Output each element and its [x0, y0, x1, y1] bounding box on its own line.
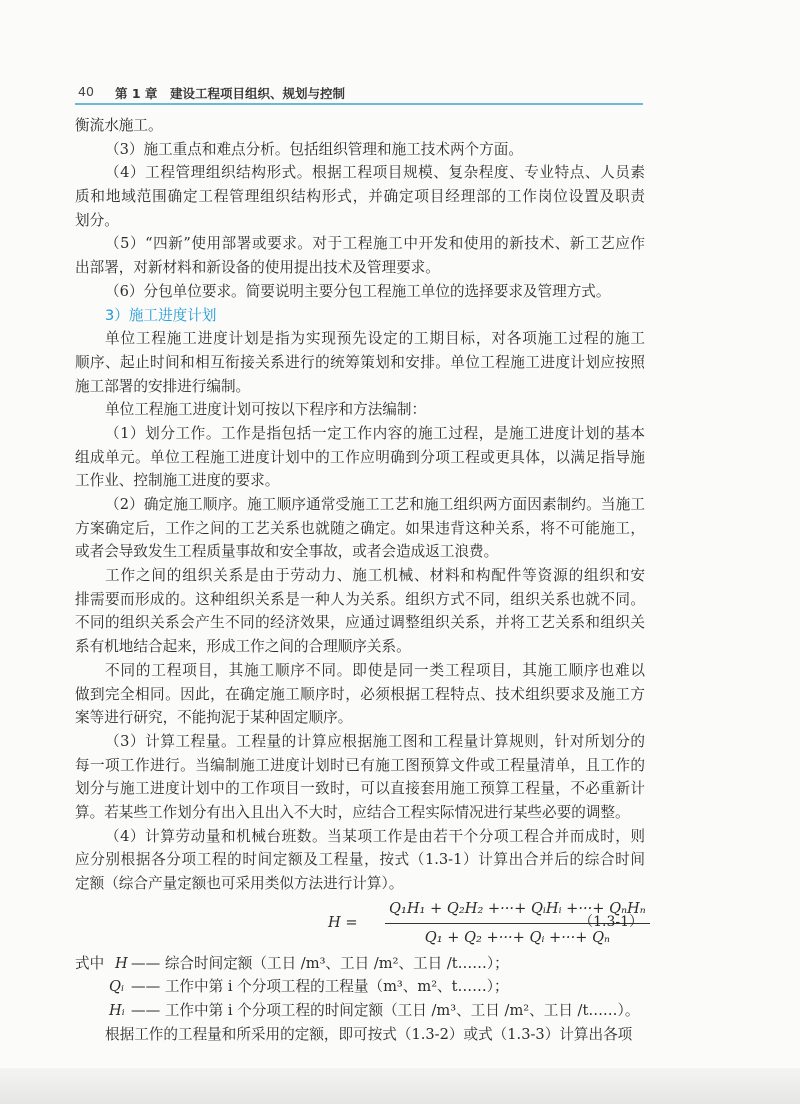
text-line: （2）确定施工顺序。施工顺序通常受施工工艺和施工组织两方面因素制约。当施工 — [105, 496, 645, 513]
text-line: 施工部署的安排进行编制。 — [75, 377, 251, 395]
text-line: 系有机地结合起来，形成工作之间的合理顺序关系。 — [75, 638, 411, 656]
paragraph — [75, 564, 645, 659]
text-line: 工作之间的组织关系是由于劳动力、施工机械、材料和构配件等资源的组织和安 — [105, 567, 645, 585]
text-line: 质和地域范围确定工程管理组织结构形式，并确定项目经理部的工作岗位设置及职责 — [75, 188, 645, 206]
text-line: 排需要而形成的。这种组织关系是一种人为关系。组织方式不同，组织关系也就不同。 — [75, 590, 645, 608]
text-line: 案等进行研究，不能拘泥于某种固定顺序。 — [75, 709, 353, 727]
formula-number: （1.3-1） — [579, 913, 643, 930]
body-text-top — [75, 114, 645, 896]
where-symbol: Hᵢ — [109, 1002, 125, 1020]
where-description: —— 工作中第 i 个分项工程的时间定额（工日 /m³、工日 /m²、工日 /t……）。 — [131, 1002, 640, 1020]
text-line: 方案确定后，工作之间的工艺关系也就随之确定。如果违背这种关系，将不可能施工， — [75, 519, 645, 537]
text-line: 划分。 — [75, 211, 119, 229]
paragraph — [75, 422, 645, 493]
where-item — [75, 975, 645, 999]
text-line: 应分别根据各分项工程的时间定额及工程量，按式（1.3-1）计算出合并后的综合时间 — [75, 851, 645, 869]
chapter-title: 建设工程项目组织、规划与控制 — [170, 86, 346, 101]
text-line: 根据工作的工程量和所采用的定额，即可按式（1.3-2）或式（1.3-3）计算出各项 — [105, 1025, 633, 1043]
where-label: 式中 — [75, 954, 105, 972]
where-item — [75, 999, 645, 1023]
paragraph — [75, 730, 645, 825]
paragraph — [75, 659, 645, 730]
where-symbol: Qᵢ — [109, 978, 124, 996]
header-divider — [75, 103, 643, 105]
chapter-label: 第 1 章 — [115, 86, 158, 101]
paragraph — [75, 114, 645, 138]
formula-1-3-1 — [75, 896, 645, 952]
formula-lhs: H = — [328, 913, 358, 931]
where-description: —— 工作中第 i 个分项工程的工程量（m³、m²、t……）； — [131, 978, 509, 996]
paragraph — [75, 493, 645, 564]
formula-denominator: Q₁ + Q₂ +···+ Qᵢ +···+ Qₙ — [424, 928, 610, 946]
paragraph — [75, 825, 645, 896]
where-description: —— 综合时间定额（工日 /m³、工日 /m²、工日 /t……）； — [131, 954, 509, 972]
text-line: 或者会导致发生工程质量事故和安全事故，或者会造成返工浪费。 — [75, 543, 499, 561]
formula-numerator: Q₁H₁ + Q₂H₂ +···+ QᵢHᵢ +···+ QₙHₙ — [385, 898, 650, 924]
paragraph — [75, 232, 645, 279]
scan-shadow — [0, 1068, 800, 1104]
text-line: （5）“四新”使用部署或要求。对于工程施工中开发和使用的新技术、新工艺应作 — [105, 235, 645, 253]
text-line: 定额（综合产量定额也可采用类似方法进行计算）。 — [75, 875, 404, 892]
where-symbol: H — [115, 954, 128, 972]
paragraph — [75, 161, 645, 232]
text-line: （1）划分工作。工作是指包括一定工作内容的施工过程，是施工进度计划的基本 — [105, 424, 645, 442]
text-line: 不同的工程项目，其施工顺序不同。即使是同一类工程项目，其施工顺序也难以 — [105, 661, 645, 679]
paragraph — [75, 398, 645, 422]
text-line: 划分与施工进度计划中的工作项目一致时，可以直接套用施工预算工程量，不必重新计 — [75, 780, 645, 798]
text-line: （3）计算工程量。工程量的计算应根据施工图和工程量计算规则，针对所划分的 — [105, 732, 645, 750]
body-text-bottom — [75, 1023, 645, 1047]
text-line: 算。若某些工作划分有出入且出入不大时，应结合工程实际情况进行某些必要的调整。 — [75, 803, 630, 821]
text-line: 组成单元。单位工程施工进度计划中的工作应明确到分项工程或更具体，以满足指导施 — [75, 448, 645, 466]
text-line: （3）施工重点和难点分析。包括组织管理和施工技术两个方面。 — [105, 140, 523, 158]
text-line: 做到完全相同。因此，在确定施工顺序时，必须根据工程特点、技术组织要求及施工方 — [75, 685, 645, 703]
text-line: 顺序、起止时间和相互衔接关系进行的统筹策划和安排。单位工程施工进度计划应按照 — [75, 353, 645, 371]
page-body — [75, 114, 645, 1046]
paragraph — [75, 280, 645, 304]
text-line: 3）施工进度计划 — [105, 306, 217, 324]
page-number: 40 — [78, 84, 94, 99]
paragraph — [75, 138, 645, 162]
text-line: 每一项工作进行。当编制施工进度计划时已有施工图预算文件或工程量清单，且工作的 — [75, 756, 645, 774]
text-line: （4）工程管理组织结构形式。根据工程项目规模、复杂程度、专业特点、人员素 — [105, 164, 645, 182]
where-item — [75, 952, 645, 976]
section-heading — [75, 304, 645, 328]
text-line: 出部署，对新材料和新设备的使用提出技术及管理要求。 — [75, 259, 440, 277]
paragraph — [75, 327, 645, 398]
running-header — [75, 82, 643, 104]
paragraph — [75, 1023, 645, 1047]
text-line: （6）分包单位要求。简要说明主要分包工程施工单位的选择要求及管理方式。 — [105, 282, 611, 300]
text-line: 衡流水施工。 — [75, 117, 163, 134]
text-line: 不同的组织关系会产生不同的经济效果，应通过调整组织关系，并将工艺关系和组织关 — [75, 614, 645, 632]
text-line: 工作业、控制施工进度的要求。 — [75, 472, 280, 490]
text-line: 单位工程施工进度计划是指为实现预先设定的工期目标，对各项施工过程的施工 — [105, 330, 645, 348]
text-line: （4）计算劳动量和机械台班数。当某项工作是由若干个分项工程合并而成时，则 — [105, 827, 645, 845]
text-line: 单位工程施工进度计划可按以下程序和方法编制： — [105, 401, 427, 419]
